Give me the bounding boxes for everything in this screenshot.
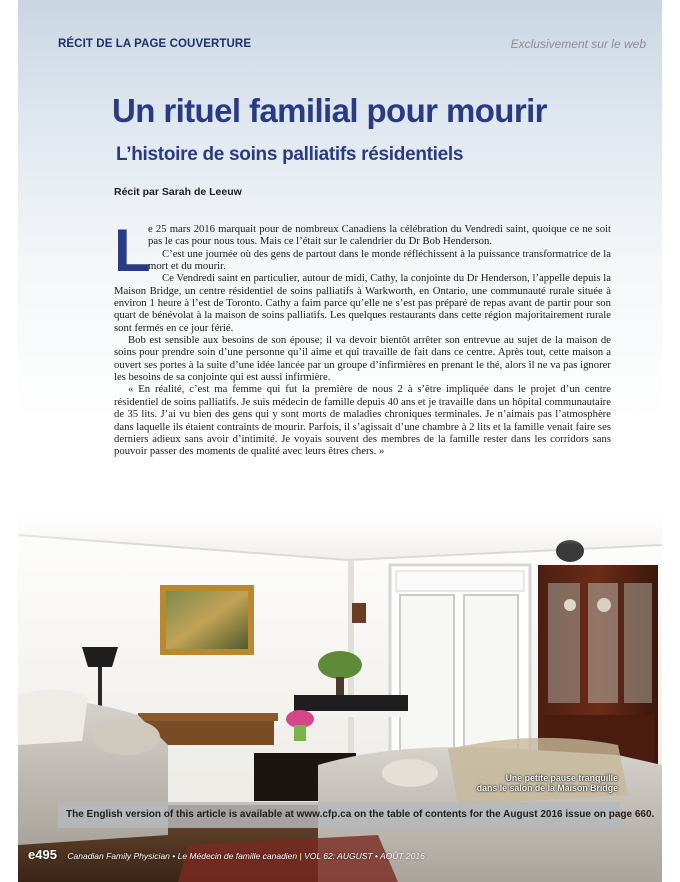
article-byline: Récit par Sarah de Leeuw: [114, 186, 242, 198]
article-paragraph: Bob est sensible aux besoins de son épouse; il va devoir bientôt arrêter son entrevue au sujet de la maison de soins pour prendre soin d’une personne qu’il aime et qui travaille de fait dans ce centre. Après tout, cette maison a ouvert ses portes à la suite d’une idée lancée par un groupe d’infirmières en prenant le thé, alors il ne va pas ignorer les besoins de sa conjointe qui est aussi infirmière.: [114, 334, 611, 384]
article-paragraph: Ce Vendredi saint en particulier, autour de midi, Cathy, la conjointe du Dr Henderson, l’appelle depuis la Maison Bridge, un centre résidentiel de soins palliatifs à Warkworth, en Ontario, une communauté rurale située à environ 1 heure à l’est de Toronto. Cathy a faim parce qu’elle ne s’est pas préparé de repas avant de partir pour son quart de bénévolat à la maison de soins palliatifs. Les quelques restaurants dans cette région majoritairement rurale sont fermés en ce jour férié.: [114, 272, 611, 334]
web-exclusive-label: Exclusivement sur le web: [510, 37, 646, 51]
section-label: RÉCIT DE LA PAGE COUVERTURE: [58, 38, 252, 50]
magazine-page: [18, 0, 662, 882]
caption-line: Une petite pause tranquille: [505, 773, 618, 783]
english-version-notice: The English version of this article is available at www.cfp.ca on the table of contents for the August 2016 issue on page 660.: [58, 802, 620, 828]
article-paragraph: « En réalité, c’est ma femme qui fut la première de nous 2 à s’être impliquée dans le projet d’un centre résidentiel de soins palliatifs. Je suis médecin de famille depuis 40 ans et je travaille dans un hôpital communautaire de 35 lits. J’ai vu bien des gens qui y sont morts de maladies chroniques terminales. Je n’aimais pas l’atmosphère dans laquelle ils étaient contraints de mourir. Parfois, il s’agissait d’une chambre à 2 lits et la famille venait faire ses derniers adieux sans avoir d’intimité. Je voyais souvent des membres de la famille rester dans les corridors sans pouvoir passer des moments de qualité avec leurs êtres chers. »: [114, 383, 611, 458]
page-number: e495: [28, 847, 57, 862]
article-paragraph: e 25 mars 2016 marquait pour de nombreux Canadiens la célébration du Vendredi saint, quoique ce ne soit pas le cas pour nous tous. Mais ce l’était sur le calendrier du Dr Bob Henderson.: [148, 223, 611, 248]
photo-caption: [468, 773, 618, 793]
journal-info: Canadian Family Physician • Le Médecin de famille canadien | VOL 62: AUGUST • AOÛT 2016: [67, 851, 425, 861]
article-paragraph: C’est une journée où des gens de partout dans le monde réfléchissent à la puissance transformatrice de la mort et du mourir.: [148, 247, 611, 273]
article-subtitle: L’histoire de soins palliatifs résidentiels: [116, 144, 464, 165]
article-title: Un rituel familial pour mourir: [112, 92, 547, 129]
article-body: [114, 217, 611, 458]
drop-cap: L: [114, 217, 151, 284]
page-footer: [28, 846, 425, 864]
caption-line: dans le salon de la Maison Bridge: [476, 783, 618, 793]
